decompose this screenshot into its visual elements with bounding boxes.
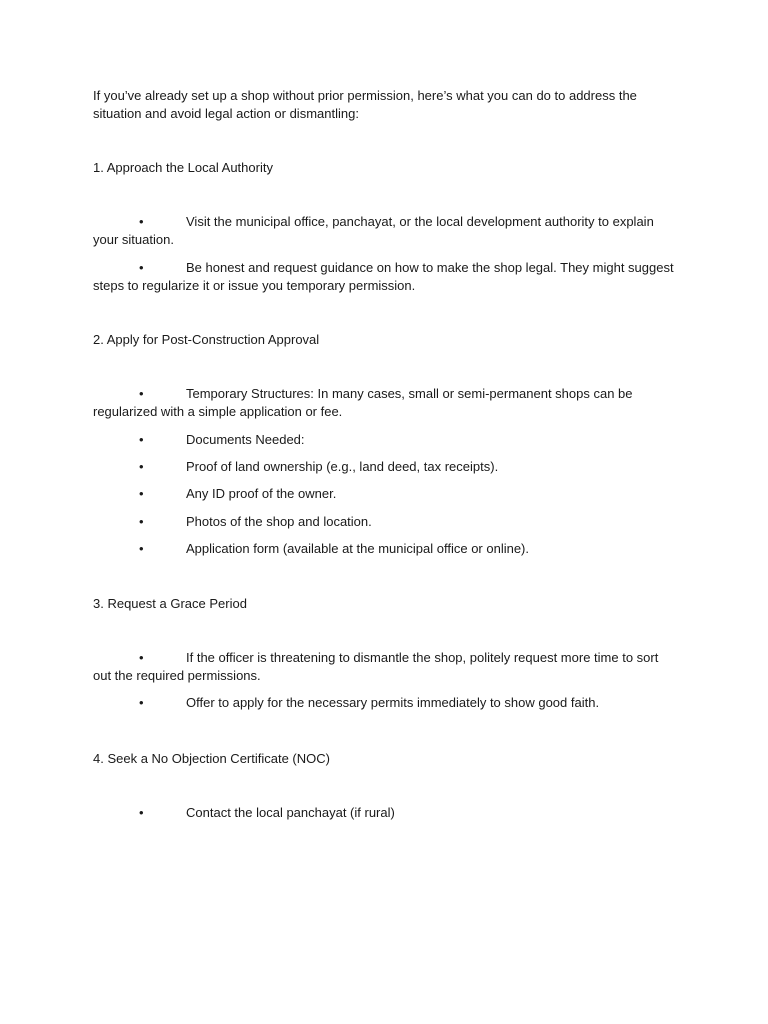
bullet-icon: •	[139, 650, 144, 665]
list-item	[93, 540, 678, 558]
section-heading: 1. Approach the Local Authority	[93, 160, 273, 175]
list-item-text: Temporary Structures: In many cases, small or semi-permanent shops can be regularized with a simple application or fee.	[93, 386, 633, 419]
bullet-icon: •	[139, 459, 144, 474]
list-item-text: Any ID proof of the owner.	[186, 486, 337, 501]
list-item-text: Documents Needed:	[186, 432, 305, 447]
bullet-icon: •	[139, 805, 144, 820]
list-item	[93, 431, 678, 449]
list-item-text: If the officer is threatening to dismantle the shop, politely request more time to sort out the required permissions.	[93, 650, 659, 683]
bullet-icon: •	[139, 260, 144, 275]
bullet-icon: •	[139, 486, 144, 501]
bullet-icon: •	[139, 432, 144, 447]
list-item-text: Photos of the shop and location.	[186, 514, 372, 529]
bullet-icon: •	[139, 514, 144, 529]
list-item	[93, 213, 678, 249]
list-item	[93, 259, 678, 295]
list-item-text: Visit the municipal office, panchayat, or the local development authority to explain your situation.	[93, 214, 654, 247]
bullet-icon: •	[139, 214, 144, 229]
list-item-text: Application form (available at the municipal office or online).	[186, 541, 529, 556]
list-item	[93, 649, 678, 685]
bullet-icon: •	[139, 541, 144, 556]
list-item-text: Proof of land ownership (e.g., land deed, tax receipts).	[186, 459, 499, 474]
list-item-text: Contact the local panchayat (if rural)	[186, 805, 395, 820]
bullet-icon: •	[139, 695, 144, 710]
list-item	[93, 385, 678, 421]
intro-paragraph: If you’ve already set up a shop without prior permission, here’s what you can do to address the situation and avoid legal action or dismantling:	[93, 88, 637, 121]
list-item	[93, 513, 678, 531]
bullet-icon: •	[139, 386, 144, 401]
list-item	[93, 804, 678, 822]
list-item	[93, 694, 678, 712]
list-item	[93, 485, 678, 503]
section-heading: 4. Seek a No Objection Certificate (NOC)	[93, 751, 330, 766]
section-heading: 3. Request a Grace Period	[93, 596, 247, 611]
list-item-text: Be honest and request guidance on how to make the shop legal. They might suggest steps to regularize it or issue you temporary permission.	[93, 260, 674, 293]
section-heading: 2. Apply for Post-Construction Approval	[93, 332, 320, 347]
list-item	[93, 458, 678, 476]
list-item-text: Offer to apply for the necessary permits immediately to show good faith.	[186, 695, 600, 710]
